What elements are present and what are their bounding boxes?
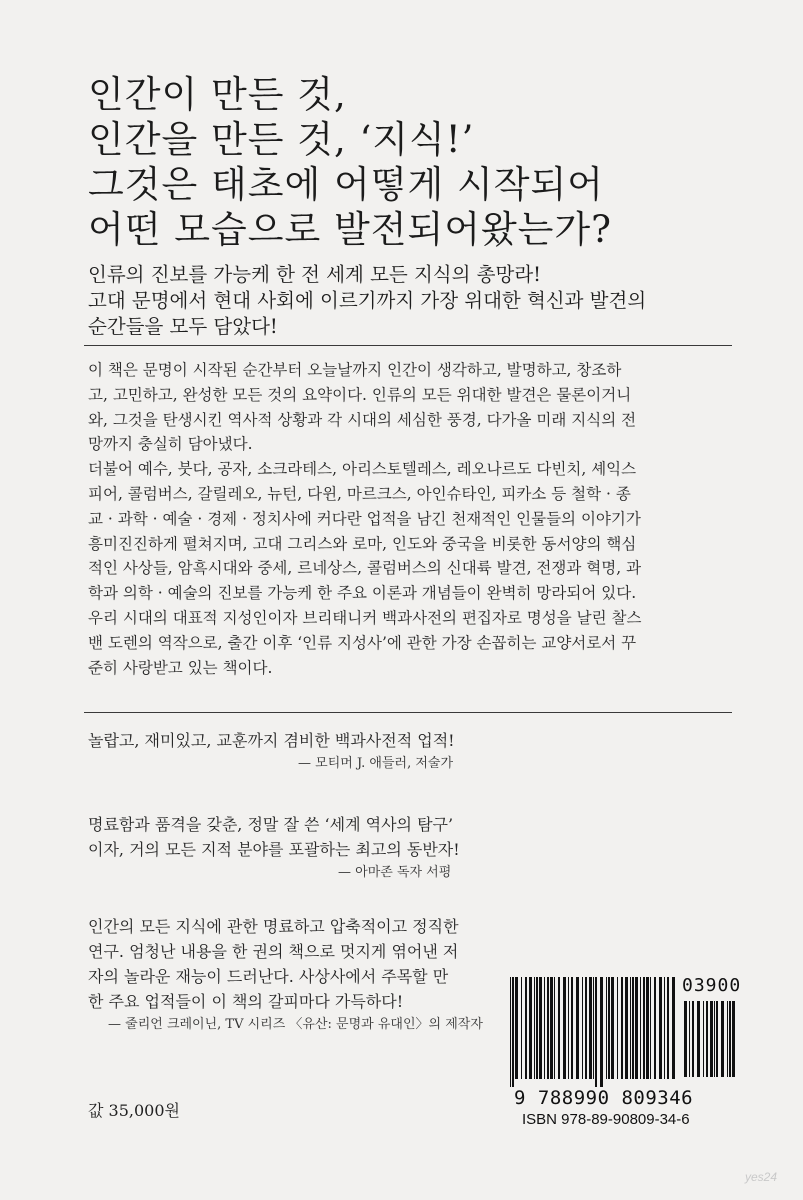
barcode-bar [512,977,514,1087]
barcode-bar [716,1001,718,1077]
barcode-bar [621,977,623,1079]
review-quote [88,914,483,1036]
barcode-bar [582,977,583,1079]
quote-text: 이자, 거의 모든 지적 분야를 포괄하는 최고의 동반자! [88,840,460,859]
barcode-bar [714,1001,715,1077]
barcode-bar [729,1001,731,1077]
barcode-bar [667,977,669,1079]
headline-line: 그것은 태초에 어떻게 시작되어 [88,163,604,206]
barcode-bar [550,977,553,1079]
body-line: 적인 사상들, 암흑시대와 중세, 르네상스, 콜럼버스의 신대륙 발견, 전쟁과 혁명, 과 [88,559,642,578]
quote-text: 자의 놀라운 재능이 드러난다. 사상사에서 주목할 만 [88,967,449,986]
headline-line: 인간을 만든 것, ‘지식!’ [88,118,475,161]
barcode-bar [635,977,638,1079]
body-line: 더불어 예수, 붓다, 공자, 소크라테스, 아리스토텔레스, 레오나르도 다빈치, 셰익스 [88,460,637,479]
quote-source: — 줄리언 크레이닌, TV 시리즈 〈유산: 문명과 유대인〉의 제작자 [108,1017,483,1032]
quote-source: — 모티머 J. 애들러, 저술가 [298,756,454,771]
barcode-bar [585,977,587,1079]
barcode-bar [659,977,662,1079]
body-line: 교 · 과학 · 예술 · 경제 · 정치사에 커다란 업적을 남긴 천재적인 인물들의 이야기가 [88,509,641,528]
barcode-digits: 9 788990 809346 [514,1087,694,1109]
body-line: 피어, 콜럼버스, 갈릴레오, 뉴턴, 다윈, 마르크스, 아인슈타인, 피카소 등 철학 · 종 [88,484,631,503]
barcode-bar [646,977,649,1079]
barcode-bar [617,977,618,1079]
barcode-bar [539,977,542,1079]
isbn-barcode [508,975,742,1128]
barcode-bar [589,977,592,1079]
barcode-bar [521,977,522,1079]
price-label: 값 35,000원 [88,1101,180,1120]
barcode-bar [727,1001,728,1077]
barcode-bar [732,1001,735,1077]
barcode-bar [525,977,527,1079]
barcode-bar [534,977,535,1079]
barcode-bar [544,977,545,1079]
barcode-bar [632,977,634,1079]
isbn-label: ISBN 978-89-90809-34-6 [522,1111,690,1128]
barcode-bar [536,977,538,1079]
intro-line: 고대 문명에서 현대 사회에 이르기까지 가장 위대한 혁신과 발견의 [88,289,647,312]
body-line: 망까지 충실히 담아냈다. [88,435,253,454]
headline-line: 어떤 모습으로 발전되어왔는가? [88,208,613,251]
barcode-bar [625,977,628,1079]
quote-source: — 아마존 독자 서평 [338,865,452,880]
barcode-bar [595,977,597,1087]
addon-code: 03900 [682,975,742,996]
barcode-bar [568,977,569,1079]
barcode-addon-bars [682,1001,738,1085]
barcode-bar [593,977,594,1079]
watermark-logo: yes24 [745,1170,778,1184]
body-line: 와, 그것을 탄생시킨 역사적 상황과 각 시대의 세심한 풍경, 다가올 미래 지식의 전 [88,410,637,429]
body-line: 고, 고민하고, 완성한 모든 것의 요약이다. 인류의 모든 위대한 발견은 물론이거니 [88,385,632,404]
barcode-bar [721,1001,724,1077]
body-line: 준히 사랑받고 있는 책이다. [88,658,273,677]
body-line: 우리 시대의 대표적 지성인이자 브리태니커 백과사전의 편집자로 명성을 날린 찰스 [88,608,642,627]
intro-line: 순간들을 모두 담았다! [88,315,278,338]
quote-text: 한 주요 업적들이 이 책의 갈피마다 가득하다! [88,992,404,1011]
intro-line: 인류의 진보를 가능케 한 전 세계 모든 지식의 총망라! [88,263,542,286]
barcode-bar [664,977,665,1079]
body-line: 학과 의학 · 예술의 진보를 가능케 한 주요 이론과 개념들이 완벽히 망라되어 있다. [88,584,637,603]
barcode-bar [640,977,641,1079]
barcode-bar [710,1001,713,1077]
barcode-bar [515,977,518,1079]
barcode-bar [606,977,607,1079]
quote-text: 연구. 엄청난 내용을 한 권의 책으로 멋지게 엮어낸 저 [88,942,459,961]
barcode-bar [529,977,532,1079]
body-line: 이 책은 문명이 시작된 순간부터 오늘날까지 인간이 생각하고, 발명하고, 창조하 [88,361,622,379]
quote-text: 놀랍고, 재미있고, 교훈까지 겸비한 백과사전적 업적! [88,731,455,750]
barcode-bar [608,977,610,1079]
barcode-bar [689,1001,690,1077]
barcode-bar [684,1001,687,1077]
barcode-bar [630,977,631,1079]
barcode-bar [692,1001,694,1077]
barcode-bar [650,977,651,1079]
barcode-bar [703,1001,704,1077]
barcode-bar [576,977,579,1079]
quote-text: 인간의 모든 지식에 관한 명료하고 압축적이고 정직한 [88,917,459,936]
intro-text [88,262,728,340]
barcode-bar [554,977,555,1079]
barcode-bar [611,977,614,1079]
barcode-bar [510,977,511,1087]
quote-text: 명료함과 품격을 갖춘, 정말 잘 쓴 ‘세계 역사의 탐구’ [88,815,454,834]
divider-top [84,345,732,346]
barcode-bar [706,1001,708,1077]
barcode-bar [654,977,656,1079]
barcode-bar [643,977,645,1079]
body-line: 밴 도렌의 역작으로, 출간 이후 ‘인류 지성사’에 관한 가장 손꼽히는 교양서로서 꾸 [88,633,637,652]
review-quote [88,728,455,775]
headline [88,72,612,252]
barcode-bar [558,977,560,1079]
divider-bottom [84,712,732,713]
barcode-bar [600,977,603,1087]
barcode-bar [547,977,549,1079]
body-line: 흥미진진하게 펼쳐지며, 고대 그리스와 로마, 인도와 중국을 비롯한 동서양의 핵심 [88,534,637,553]
barcode-main-bars [508,977,676,1087]
review-quote [88,812,460,884]
barcode-bar [571,977,573,1079]
headline-line: 인간이 만든 것, [88,73,347,116]
description-body [88,358,728,680]
barcode-bar [697,1001,700,1077]
barcode-bar [672,977,675,1079]
barcode-bar [563,977,566,1079]
